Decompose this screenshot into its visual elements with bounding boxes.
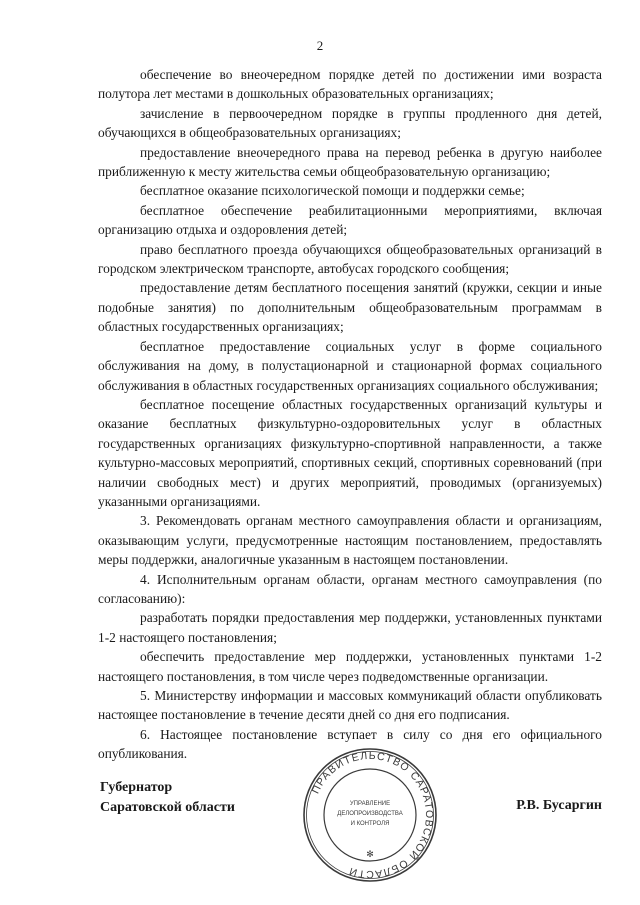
- stamp-line1: УПРАВЛЕНИЕ: [349, 801, 391, 807]
- paragraph: 4. Исполнительным органам области, органам местного самоуправления (по согласованию):: [98, 571, 602, 606]
- paragraph: бесплатное обеспечение реабилитационными мероприятиями, включая организацию отдыха и оздоровления детей;: [98, 202, 602, 238]
- paragraph: обеспечить предоставление мер поддержки, установленных пунктами 1-2 настоящего постановления, в том числе через подведомственные организации.: [98, 649, 602, 684]
- paragraph: обеспечение во внеочередном порядке детей по достижении ими возраста полутора лет местами в дошкольных образовательных организациях;: [98, 67, 602, 102]
- stamp-star-icon: ✻: [366, 850, 374, 860]
- stamp-line2: ДЕЛОПРОИЗВОДСТВА: [337, 811, 403, 817]
- signatory-title-line2: Саратовской области: [100, 800, 235, 815]
- paragraph: бесплатное предоставление социальных услуг в форме социального обслуживания на дому, в полустационарной и стационарной формах социального обслуживания в областных государственных организациях социального обслуживания;: [98, 338, 602, 393]
- paragraph: право бесплатного проезда обучающихся общеобразовательных организаций в городском электрическом транспорте, автобусах городского сообщения;: [98, 241, 602, 277]
- paragraph: 5. Министерству информации и массовых коммуникаций области опубликовать настоящее постановление в течение десяти дней со дня его подписания.: [98, 688, 602, 723]
- signatory-position: [100, 778, 235, 818]
- paragraph: 3. Рекомендовать органам местного самоуправления области и организациям, оказывающим услуги, предусмотренные настоящим постановлением, предоставлять меры поддержки, аналогичные указанным в настоящем постановлении.: [98, 513, 602, 568]
- paragraph: зачисление в первоочередном порядке в группы продленного дня детей, обучающихся в общеобразовательных организациях;: [98, 105, 602, 141]
- paragraph: бесплатное посещение областных государственных организаций культуры и оказание бесплатных физкультурно-оздоровительных услуг в областных государственных организациях физкультурно-спортивной направленности, а также культурно-массовых мероприятий, спортивных секций, спортивных соревнований (при наличии свободных мест) и других мероприятий, проводимых (организуемых) указанными организациями.: [98, 396, 602, 509]
- signatory-title-line1: Губернатор: [100, 780, 173, 795]
- paragraph: бесплатное оказание психологической помощи и поддержки семье;: [140, 183, 525, 199]
- stamp-line3: И КОНТРОЛЯ: [350, 821, 390, 827]
- document-body: [98, 65, 602, 764]
- paragraph: предоставление детям бесплатного посещения занятий (кружки, секции и иные подобные занятия) по дополнительным общеобразовательным программам в областных государственных организациях;: [98, 280, 602, 335]
- official-stamp: [300, 745, 440, 885]
- paragraph: 6. Настоящее постановление вступает в силу со дня его официального опубликования.: [98, 726, 602, 762]
- page-number: 2: [316, 38, 324, 53]
- signatory-name: Р.В. Бусаргин: [516, 798, 602, 813]
- paragraph: разработать порядки предоставления мер поддержки, установленных пунктами 1-2 настоящего постановления;: [98, 610, 602, 645]
- paragraph: предоставление внеочередного права на перевод ребенка в другую наиболее приближенную к месту жительства семьи общеобразовательную организацию;: [98, 144, 602, 180]
- stamp-outer-text: ПРАВИТЕЛЬСТВО САРАТОВСКОЙ ОБЛАСТИ: [309, 749, 436, 881]
